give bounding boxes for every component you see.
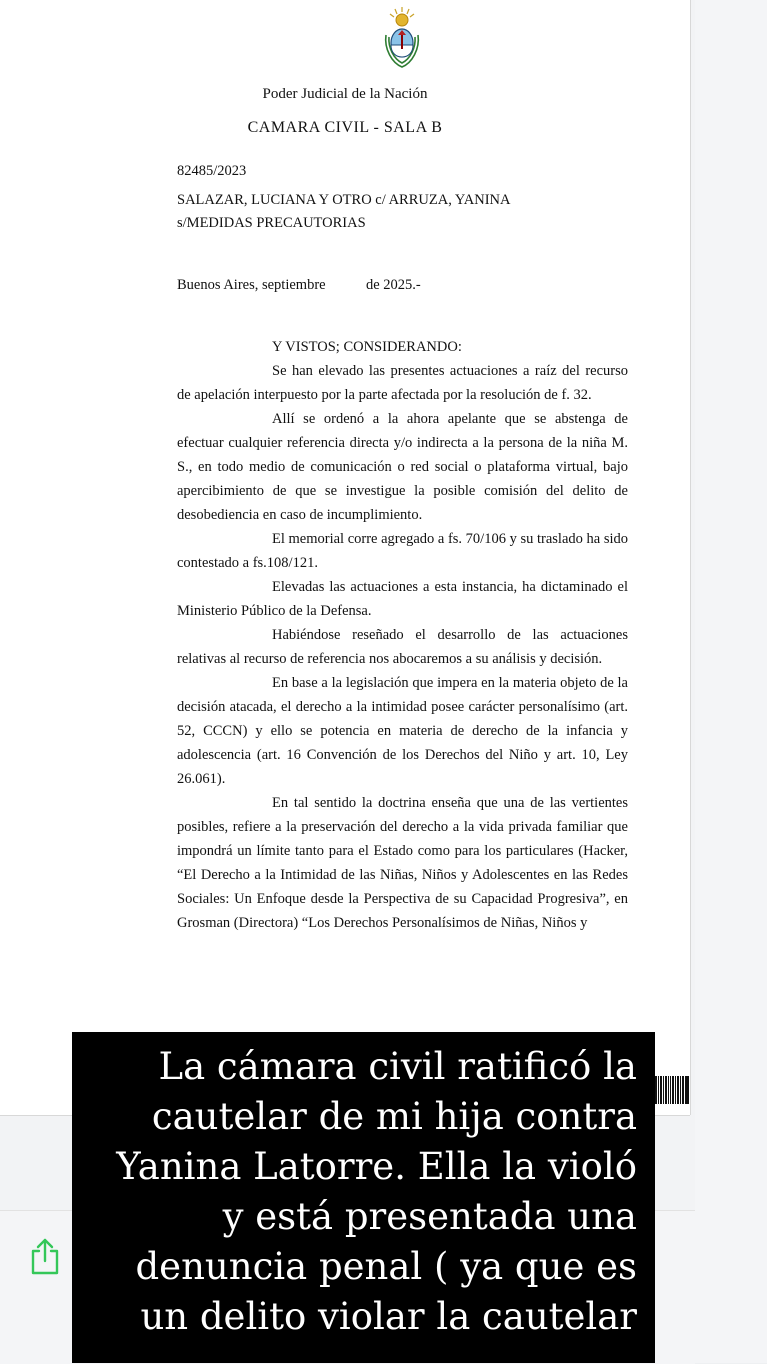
barcode-icon: [655, 1076, 689, 1104]
case-subtitle: s/MEDIDAS PRECAUTORIAS: [177, 215, 366, 231]
caption-line: y está presentada una: [222, 1195, 637, 1238]
paragraph: Se han elevado las presentes actuaciones a raíz del recurso de apelación interpuesto por la parte afectada por la resolución de f. 32.: [177, 363, 628, 403]
date-year: de 2025.-: [366, 277, 421, 293]
caption-line: Yanina Latorre. Ella la violó: [116, 1145, 637, 1188]
caption-line: un delito violar la cautelar: [140, 1295, 637, 1338]
caption-line: La cámara civil ratificó la: [158, 1045, 637, 1088]
viewer-margin: [695, 0, 767, 1363]
paragraph: Allí se ordenó a la ahora apelante que se abstenga de efectuar cualquier referencia directa y/o indirecta a la persona de la niña M. S., en todo medio de comunicación o red social o plataforma virtual, bajo apercibimiento de que se investigue la posible comisión del delito de desobediencia en caso de incumplimiento.: [177, 411, 628, 523]
section-heading: Y VISTOS; CONSIDERANDO:: [272, 339, 462, 355]
paragraph: En base a la legislación que impera en la materia objeto de la decisión atacada, el derecho a la intimidad posee carácter personalísimo (art. 52, CCCN) y ello se potencia en materia de derecho de la infancia y adolescencia (art. 16 Convención de los Derechos del Niño y art. 10, Ley 26.061).: [177, 675, 628, 787]
story-caption: [72, 1032, 655, 1363]
caption-line: cautelar de mi hija contra: [151, 1095, 637, 1138]
case-number: 82485/2023: [177, 163, 247, 179]
coat-of-arms-icon: [380, 5, 424, 69]
resolution-body: [177, 335, 628, 935]
case-title: SALAZAR, LUCIANA Y OTRO c/ ARRUZA, YANINA: [177, 192, 511, 208]
paragraph: El memorial corre agregado a fs. 70/106 y su traslado ha sido contestado a fs.108/121.: [177, 531, 628, 571]
paragraph: Elevadas las actuaciones a esta instancia, ha dictaminado el Ministerio Público de la Defensa.: [177, 579, 628, 619]
court-header: Poder Judicial de la Nación: [262, 86, 428, 102]
caption-line: denuncia penal ( ya que es: [135, 1245, 637, 1288]
chamber-header: CAMARA CIVIL - SALA B: [247, 119, 443, 136]
paragraph: En tal sentido la doctrina enseña que una de las vertientes posibles, refiere a la preservación del derecho a la vida privada familiar que impondrá un límite tanto para el Estado como para los particulares (Hacker, “El Derecho a la Intimidad de las Niñas, Niños y Adolescentes en las Redes Sociales: Un Enfoque desde la Perspectiva de su Capacidad Progresiva”, en Grosman (Directora) “Los Derechos Personalísimos de Niñas, Niños y: [177, 795, 628, 931]
paragraph: Habiéndose reseñado el desarrollo de las actuaciones relativas al recurso de referencia nos abocaremos a su análisis y decisión.: [177, 627, 628, 667]
share-icon[interactable]: [28, 1236, 62, 1276]
date-place: Buenos Aires, septiembre: [177, 277, 326, 293]
